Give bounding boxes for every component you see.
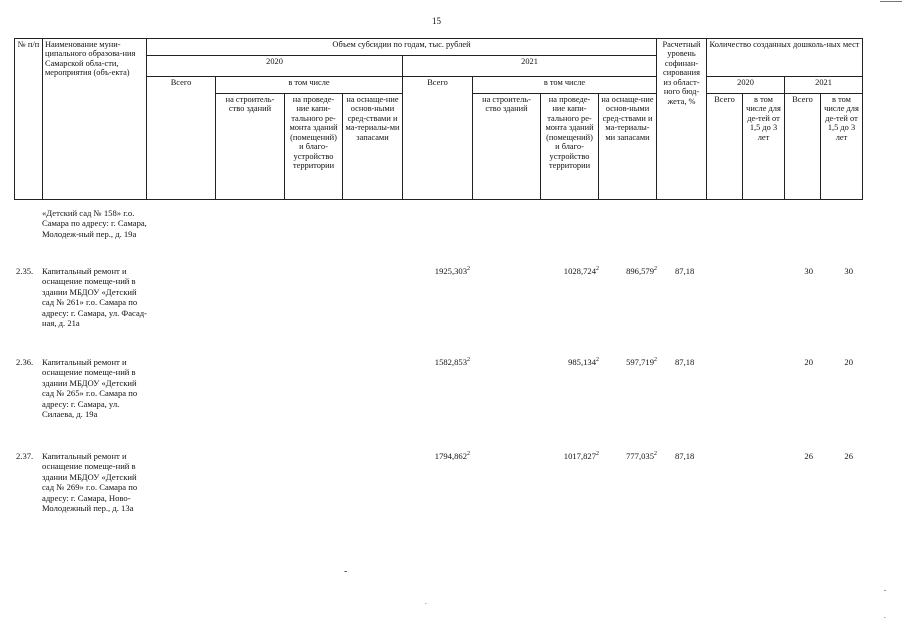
- including-2020-header: в том числе: [216, 77, 403, 94]
- col-rate-header: Расчетный уровень софинан-сирования из област-ного бюд-жета, %: [657, 39, 707, 200]
- col-places-header: Количество созданных дошколь-ных мест: [707, 39, 863, 77]
- places-2020-total-header: Всего: [707, 94, 743, 200]
- row-number: 2.36.: [16, 357, 34, 367]
- total-2021-value: 1925,303$^2$: [434, 266, 470, 276]
- row-name: Капитальный ремонт и оснащение помеще-ний в здании МБДОУ «Детский сад № 269» г.о. Самара по адресу: г. Самара, Ново-Молодежный пер., д. 13а: [42, 451, 138, 514]
- year-2021-header: 2021: [403, 56, 657, 77]
- scan-speck: -: [344, 566, 348, 577]
- footnote-mark: 2: [654, 357, 657, 364]
- footnote-mark: 2: [596, 357, 599, 364]
- scan-speck: -: [884, 586, 887, 594]
- construction-2020-header: на строитель-ство зданий: [216, 94, 285, 200]
- col-subsidy-header: Объем субсидии по годам, тыс. рублей: [147, 39, 657, 56]
- row-name: Капитальный ремонт и оснащение помеще-ний в здании МБДОУ «Детский сад № 265» г.о. Самара по адресу: г. Самара, ул. Силаева, д. 19а: [42, 357, 138, 420]
- equipment-2021-value: 597,719$^2$: [626, 357, 657, 367]
- rate-value: 87,18: [675, 357, 695, 367]
- row-name: Капитальный ремонт и оснащение помеще-ний в здании МБДОУ «Детский сад № 261» г.о. Самара по адресу: г. Самара, ул. Фасад-ная, д. 21а: [42, 266, 148, 329]
- places-children-value: 26: [844, 451, 853, 461]
- total-2021-value: 1582,853$^2$: [434, 357, 470, 367]
- footnote-mark: 2: [467, 451, 470, 458]
- places-total-value: 26: [804, 451, 813, 461]
- total-2020-header: Всего: [147, 77, 216, 200]
- year-2020-header: 2020: [147, 56, 403, 77]
- places-2021-total-header: Всего: [785, 94, 821, 200]
- places-2021-header: 2021: [785, 77, 863, 94]
- including-2021-header: в том числе: [473, 77, 657, 94]
- equipment-2021-header: на оснаще-ние основ-ными сред-ствами и ма-териалы-ми запасами: [599, 94, 657, 200]
- page-number: 15: [432, 16, 441, 26]
- subsidy-table-header: [14, 38, 863, 200]
- scan-edge-line: [880, 1, 902, 2]
- continuation-text: «Детский сад № 158» г.о. Самара по адресу: г. Самара, Молодеж-ный пер., д. 19а: [42, 208, 147, 239]
- equipment-2021-value: 896,579$^2$: [626, 266, 657, 276]
- rate-value: 87,18: [675, 266, 695, 276]
- repair-2021-value: 985,134$^2$: [568, 357, 599, 367]
- footnote-mark: 2: [654, 266, 657, 273]
- col-name-header: Наименование муни-ципального образова-ния Самарской обла-сти, мероприятия (объ-екта): [43, 39, 147, 200]
- col-no-header: № п/п: [15, 39, 43, 200]
- places-2020-children-header: в том числе для де-тей от 1,5 до 3 лет: [743, 94, 785, 200]
- places-children-value: 20: [844, 357, 853, 367]
- total-2021-value: 1794,862$^2$: [434, 451, 470, 461]
- scan-speck: .: [884, 612, 886, 620]
- construction-2021-header: на строитель-ство зданий: [473, 94, 541, 200]
- footnote-mark: 2: [596, 451, 599, 458]
- repair-2021-value: 1017,827$^2$: [563, 451, 599, 461]
- equipment-2021-value: 777,035$^2$: [626, 451, 657, 461]
- scan-speck: .: [425, 598, 427, 606]
- rate-value: 87,18: [675, 451, 695, 461]
- places-2020-header: 2020: [707, 77, 785, 94]
- repair-2021-value: 1028,724$^2$: [563, 266, 599, 276]
- footnote-mark: 2: [654, 451, 657, 458]
- repair-2021-header: на проведе-ние капи-тального ре-монта зданий (помещений) и благо-устройство территории: [541, 94, 599, 200]
- places-children-value: 30: [844, 266, 853, 276]
- equipment-2020-header: на оснаще-ние основ-ными сред-ствами и ма-териалы-ми запасами: [343, 94, 403, 200]
- footnote-mark: 2: [596, 266, 599, 273]
- footnote-mark: 2: [467, 266, 470, 273]
- repair-2020-header: на проведе-ние капи-тального ре-монта зданий (помещений) и благо-устройство территории: [285, 94, 343, 200]
- footnote-mark: 2: [467, 357, 470, 364]
- total-2021-header: Всего: [403, 77, 473, 200]
- places-2021-children-header: в том числе для де-тей от 1,5 до 3 лет: [821, 94, 863, 200]
- places-total-value: 30: [804, 266, 813, 276]
- row-number: 2.37.: [16, 451, 34, 461]
- places-total-value: 20: [804, 357, 813, 367]
- row-number: 2.35.: [16, 266, 34, 276]
